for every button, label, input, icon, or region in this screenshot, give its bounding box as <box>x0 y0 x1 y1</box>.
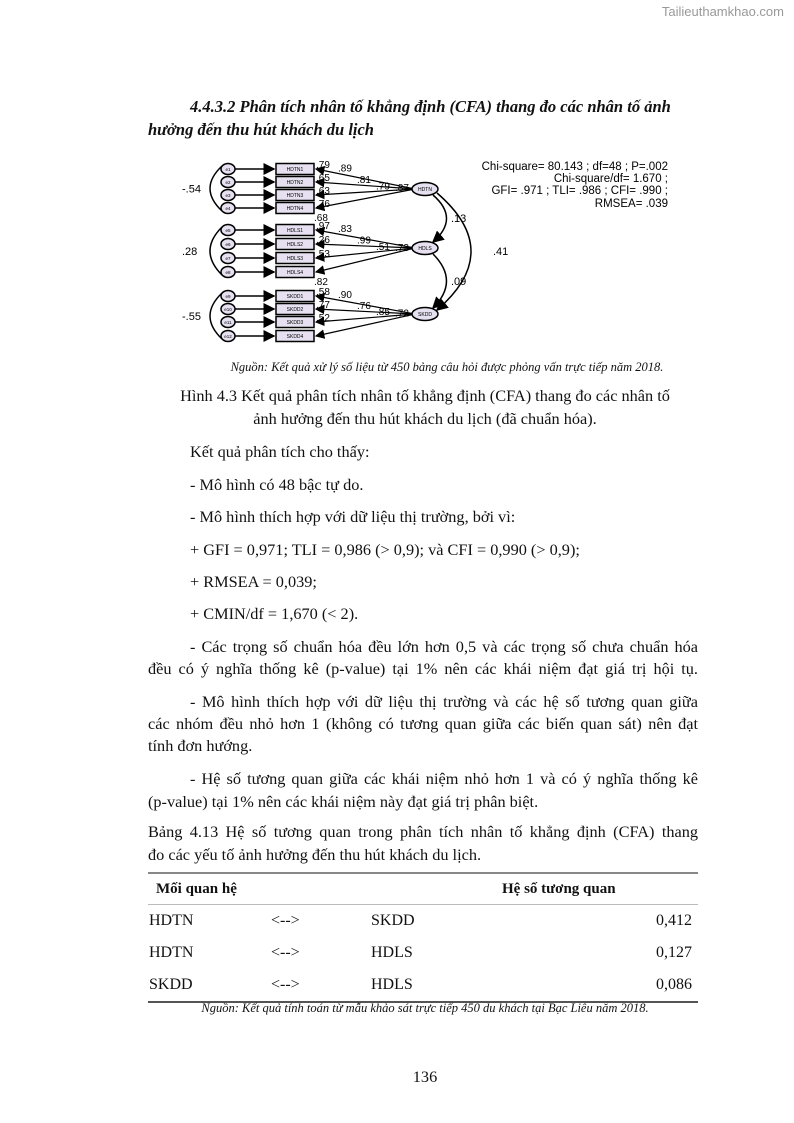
row-variable-a: SKDD <box>149 976 193 993</box>
correlation-table <box>148 872 698 1003</box>
r-squared-label: .53 <box>316 249 330 260</box>
loading-label: .73 <box>395 242 409 254</box>
indicator-label: HDTN4 <box>286 206 304 212</box>
body-text: Kết quả phân tích cho thấy: <box>190 442 370 461</box>
table-caption: Bảng 4.13 Hệ số tương quan trong phân tích nhân tố khẳng định (CFA) thang <box>148 822 698 841</box>
body-text: đều có ý nghĩa thống kê (p-value) tại 1% nên các khái niệm đạt giá trị hội tụ. <box>148 659 698 678</box>
error-covariance-arc <box>210 293 222 339</box>
r-squared-label: .82 <box>314 277 328 288</box>
loading-label: .76 <box>357 301 371 313</box>
section-heading: 4.4.3.2 Phân tích nhân tố khẳng định (CFA) thang đo các nhân tố ảnh <box>190 97 671 116</box>
body-text: - Hệ số tương quan giữa các khái niệm nhỏ hơn 1 và có ý nghĩa thống kê <box>190 769 698 788</box>
header-relationship: Mối quan hệ <box>148 873 502 905</box>
error-covariance-label: -.54 <box>182 183 201 196</box>
indicator-label: HDLS4 <box>286 270 304 276</box>
row-variable-b: SKDD <box>371 912 415 929</box>
r-squared-label: .63 <box>316 186 330 197</box>
latent-label: HDTN <box>418 187 432 193</box>
header-coefficient: Hệ số tương quan <box>502 873 698 905</box>
indicator-label: SKDD1 <box>286 294 304 300</box>
correlation-arc <box>433 254 447 308</box>
error-term-label: e5 <box>225 228 231 233</box>
indicator-label: HDTN1 <box>286 167 304 173</box>
error-term-label: e10 <box>224 307 232 312</box>
figure-caption: Hình 4.3 Kết quả phân tích nhân tố khẳng định (CFA) thang đo các nhân tố <box>180 386 670 405</box>
row-value: 0,412 <box>656 912 692 929</box>
indicator-label: SKDD3 <box>286 320 304 326</box>
error-term-label: e1 <box>225 167 231 172</box>
page-number: 136 <box>412 1067 438 1086</box>
r-squared-label: .79 <box>316 160 330 171</box>
table-header-row <box>148 873 698 905</box>
r-squared-label: .97 <box>316 221 330 232</box>
error-term-label: e11 <box>224 320 232 325</box>
loading-label: .87 <box>395 182 409 194</box>
row-relation: <--> <box>271 976 300 993</box>
error-term-label: e8 <box>225 270 231 275</box>
table-row <box>148 937 698 969</box>
indicator-label: HDLS3 <box>286 256 304 262</box>
r-squared-label: .65 <box>316 173 330 184</box>
watermark: Tailieuthamkhao.com <box>661 4 784 19</box>
loading-label: .85 <box>376 307 390 319</box>
loading-label: .51 <box>376 241 390 253</box>
row-variable-a: HDTN <box>149 912 194 929</box>
figure-caption-cont: ảnh hưởng đến thu hút khách du lịch (đã chuẩn hóa). <box>253 409 597 428</box>
figure-source: Nguồn: Kết quả xử lý số liệu từ 450 bảng câu hỏi được phỏng vấn trực tiếp năm 2018. <box>230 360 664 374</box>
body-text: - Các trọng số chuẩn hóa đều lớn hơn 0,5 và các trọng số chưa chuẩn hóa <box>190 637 698 656</box>
cfa-diagram <box>180 140 680 350</box>
error-covariance-arc <box>210 166 222 211</box>
fit-line-3: GFI= .971 ; TLI= .986 ; CFI= .990 ; <box>491 185 668 197</box>
r-squared-label: .26 <box>316 235 330 246</box>
error-term-label: e7 <box>225 256 231 261</box>
table-row <box>148 905 698 938</box>
row-variable-b: HDLS <box>371 976 413 993</box>
loading-label: .90 <box>338 290 352 301</box>
fit-line-1: Chi-square= 80.143 ; df=48 ; P=.002 <box>481 161 668 173</box>
correlation-label: .41 <box>493 246 509 258</box>
loading-label: .83 <box>338 224 352 235</box>
correlation-arc <box>437 193 471 310</box>
error-term-label: e12 <box>224 334 232 339</box>
indicator-label: HDTN3 <box>286 193 304 199</box>
latent-label: SKDD <box>418 312 432 318</box>
r-squared-label: .58 <box>316 287 330 298</box>
body-text: - Mô hình thích hợp với dữ liệu thị trường và các hệ số tương quan giữa <box>190 692 698 711</box>
section-heading-cont: hưởng đến thu hút khách du lịch <box>148 120 374 139</box>
body-text: + GFI = 0,971; TLI = 0,986 (> 0,9); và CFI = 0,990 (> 0,9); <box>190 540 580 559</box>
fit-line-2: Chi-square/df= 1.670 ; <box>553 173 668 185</box>
r-squared-label: .77 <box>316 300 330 311</box>
loading-label: .72 <box>395 308 409 320</box>
indicator-label: SKDD2 <box>286 307 304 313</box>
row-variable-a: HDTN <box>149 944 194 961</box>
body-text: + RMSEA = 0,039; <box>190 572 317 591</box>
error-term-label: e3 <box>225 193 231 198</box>
table-caption-cont: đo các yếu tố ảnh hưởng đến thu hút khách du lịch. <box>148 845 482 864</box>
row-value: 0,086 <box>656 976 692 993</box>
r-squared-label: .68 <box>314 213 328 224</box>
indicator-label: HDTN2 <box>286 180 304 186</box>
loading-label: .99 <box>357 235 371 247</box>
row-value: 0,127 <box>656 944 692 961</box>
row-relation: <--> <box>271 912 300 929</box>
loading-label: .89 <box>338 163 352 175</box>
fit-line-4: RMSEA= .039 <box>594 198 668 210</box>
row-relation: <--> <box>271 944 300 961</box>
error-term-label: e2 <box>225 180 231 185</box>
body-text: + CMIN/df = 1,670 (< 2). <box>190 604 359 623</box>
body-text: các nhóm đều nhỏ hơn 1 (không có tương quan giữa các biến quan sát) nên đạt <box>148 714 698 733</box>
loading-label: .79 <box>376 181 390 193</box>
r-squared-label: .52 <box>316 313 330 324</box>
error-term-label: e9 <box>225 294 231 299</box>
correlation-label: .09 <box>451 276 467 288</box>
row-variable-b: HDLS <box>371 944 413 961</box>
error-covariance-label: -.55 <box>182 311 201 323</box>
indicator-label: HDLS2 <box>286 242 304 248</box>
error-term-label: e6 <box>225 242 231 247</box>
latent-label: HDLS <box>418 246 432 252</box>
error-covariance-label: .28 <box>182 246 198 258</box>
body-text: tính đơn hướng. <box>148 736 253 755</box>
body-text: - Mô hình có 48 bậc tự do. <box>190 475 364 494</box>
error-term-label: e4 <box>225 206 231 211</box>
r-squared-label: .76 <box>316 199 330 210</box>
loading-label: .81 <box>357 174 371 186</box>
correlation-arc <box>433 195 447 242</box>
indicator-label: SKDD4 <box>286 334 304 340</box>
body-text: (p-value) tại 1% nên các khái niệm này đạt giá trị phân biệt. <box>148 792 539 811</box>
correlation-label: .13 <box>451 213 467 225</box>
table-source: Nguồn: Kết quả tính toán từ mẫu khảo sát trực tiếp 450 du khách tại Bạc Liêu năm 2018. <box>201 1001 649 1015</box>
indicator-label: HDLS1 <box>286 228 304 234</box>
error-covariance-arc <box>210 227 222 275</box>
body-text: - Mô hình thích hợp với dữ liệu thị trường, bởi vì: <box>190 507 516 526</box>
